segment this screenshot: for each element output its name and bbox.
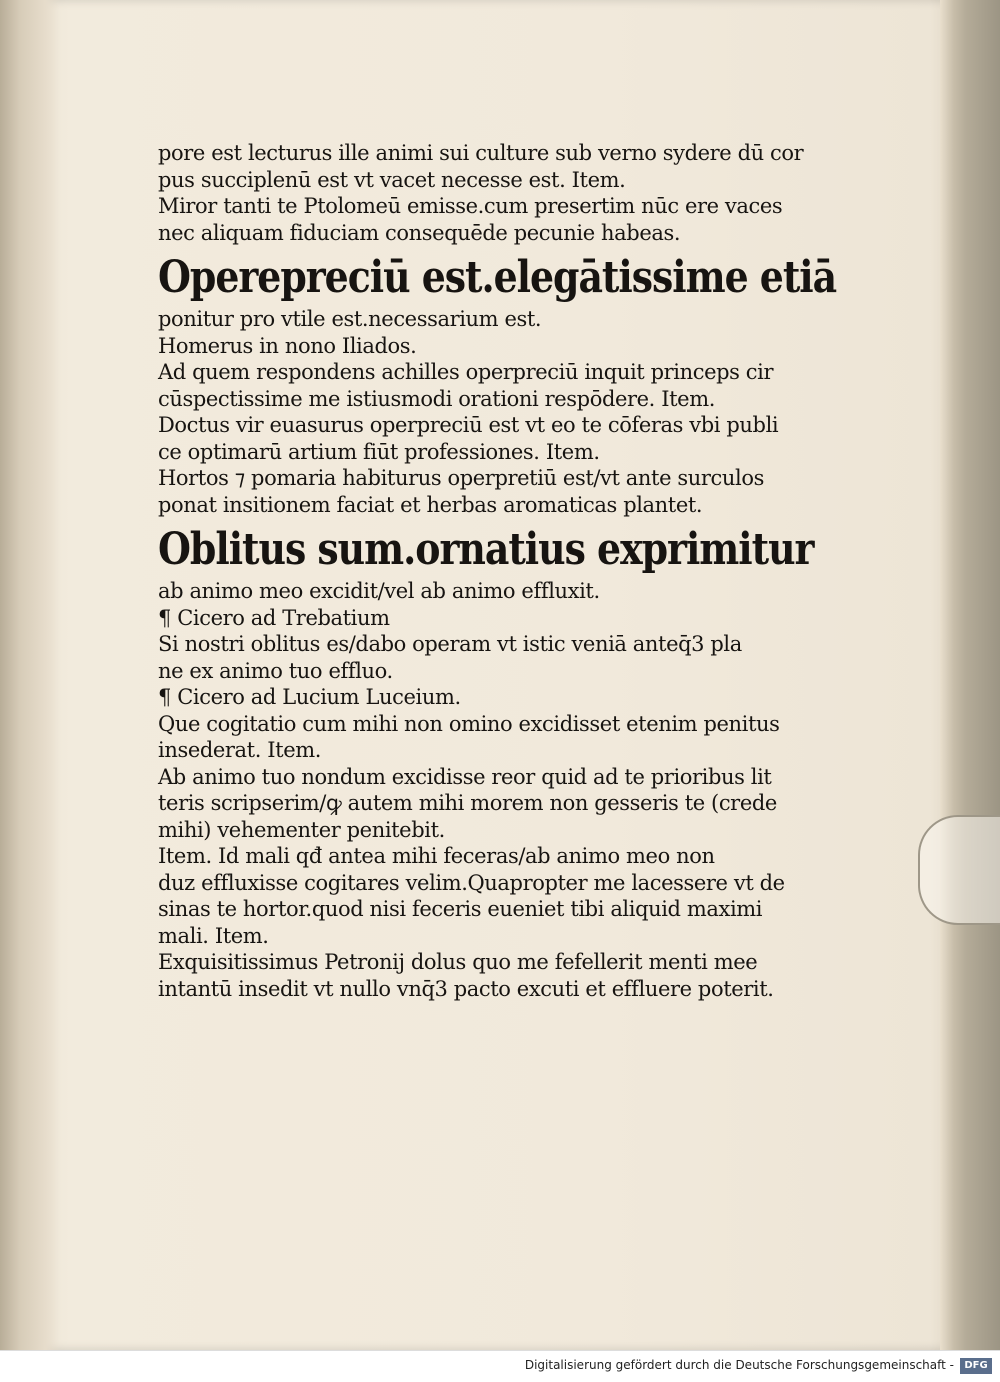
text-line: Ab animo tuo nondum excidisse reor quid ad te prioribus lit <box>158 764 772 789</box>
entry-heading: Oblitus sum.ornatius exprimitur <box>158 524 814 575</box>
text-line: intantū insedit vt nullo vnq̄3 pacto excuti et effluere poterit. <box>158 976 774 1001</box>
text-line: ponat insitionem faciat et herbas aromaticas plantet. <box>158 492 703 517</box>
entry-heading: Operepreciū est.elegātissime etiā <box>158 252 837 303</box>
text-line: ab animo meo excidit/vel ab animo effluxit. <box>158 579 600 603</box>
text-line: Doctus vir euasurus operpreciū est vt eo te cōferas vbi publi <box>158 413 779 437</box>
text-line: Homerus in nono Iliados. <box>158 333 417 358</box>
text-line: ponitur pro vtile est.necessarium est. <box>158 307 542 331</box>
paper-tab-marker <box>918 815 1000 925</box>
text-line: insederat. Item. <box>158 738 322 762</box>
text-line: pus succiplenū est vt vacet necesse est. Item. <box>158 167 626 192</box>
text-line: ce optimarū artium fiūt professiones. Item. <box>158 439 600 464</box>
text-line: sinas te hortor.quod nisi feceris eueniet tibi aliquid maximi <box>158 897 763 921</box>
text-line: ¶ Cicero ad Lucium Luceium. <box>158 685 461 709</box>
page-gutter <box>0 0 60 1350</box>
dfg-logo-icon: DFG <box>960 1358 992 1374</box>
text-line: Que cogitatio cum mihi non omino excidisset etenim penitus <box>158 711 780 736</box>
text-line: teris scripserim/ꝙ autem mihi morem non gesseris te (crede <box>158 791 777 815</box>
text-line: cūspectissime me istiusmodi orationi respōdere. Item. <box>158 386 715 411</box>
text-line: Hortos ⁊ pomaria habiturus operpretiū est/vt ante surculos <box>158 466 764 490</box>
text-line: Exquisitissimus Petronij dolus quo me fefellerit menti mee <box>158 950 758 974</box>
text-line: Miror tanti te Ptolomeū emisse.cum presertim nūc ere vaces <box>158 194 783 218</box>
text-line: pore est lecturus ille animi sui culture sub verno sydere dū cor <box>158 141 804 165</box>
footer-bar <box>0 1350 1000 1382</box>
funding-credit: Digitalisierung gefördert durch die Deutsche Forschungsgemeinschaft - <box>524 1358 954 1372</box>
text-line: duz effluxisse cogitares velim.Quapropter me lacessere vt de <box>158 870 785 895</box>
text-line: mihi) vehementer penitebit. <box>158 817 445 842</box>
text-line: ne ex animo tuo effluo. <box>158 658 393 683</box>
page-fore-edge <box>940 0 1000 1350</box>
text-line: ¶ Cicero ad Trebatium <box>158 605 390 630</box>
text-line: nec aliquam fiduciam consequēde pecunie habeas. <box>158 220 681 245</box>
text-line: Item. Id mali qđ antea mihi feceras/ab animo meo non <box>158 844 715 868</box>
page-text-block <box>158 140 837 1002</box>
text-line: mali. Item. <box>158 923 269 948</box>
text-line: Ad quem respondens achilles operpreciū inquit princeps cir <box>158 360 774 384</box>
text-line: Si nostri oblitus es/dabo operam vt istic veniā anteq̄3 pla <box>158 632 742 656</box>
